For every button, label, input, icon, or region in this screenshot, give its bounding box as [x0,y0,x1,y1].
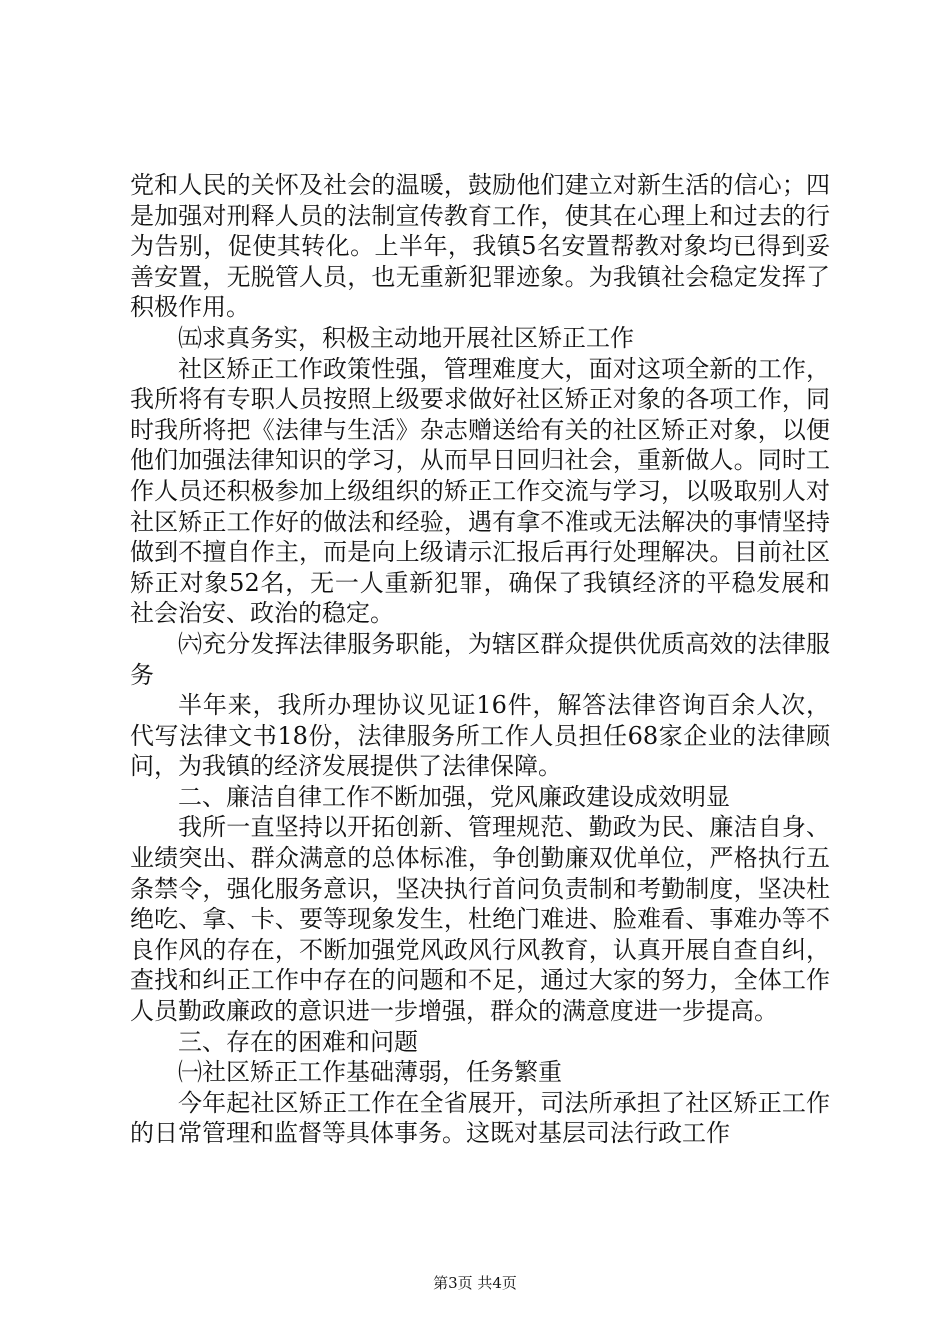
paragraph-continuation: 党和人民的关怀及社会的温暖，鼓励他们建立对新生活的信心；四是加强对刑释人员的法制宣传教育工作，使其在心理上和过去的行为告别，促使其转化。上半年，我镇5名安置帮教对象均已得到妥善安置，无脱管人员，也无重新犯罪迹象。为我镇社会稳定发挥了积极作用。 [130,171,830,322]
paragraph-difficulties: 今年起社区矫正工作在全省展开，司法所承担了社区矫正工作的日常管理和监督等具体事务。这既对基层司法行政工作 [130,1088,830,1148]
section-heading-three: 三、存在的困难和问题 [178,1027,418,1056]
heading-six: ㈥充分发挥法律服务职能，为辖区群众提供优质高效的法律服务 [130,629,830,689]
section-heading-two: 二、廉洁自律工作不断加强，党风廉政建设成效明显 [178,782,730,811]
heading-one: ㈠社区矫正工作基础薄弱，任务繁重 [178,1058,562,1087]
paragraph-legal-services: 半年来，我所办理协议见证16件，解答法律咨询百余人次，代写法律文书18份，法律服务所工作人员担任68家企业的法律顾问，为我镇的经济发展提供了法律保障。 [130,691,830,781]
page-footer: 第3页 共4页 [433,1274,517,1292]
paragraph-integrity: 我所一直坚持以开拓创新、管理规范、勤政为民、廉洁自身、业绩突出、群众满意的总体标准，争创勤廉双优单位，严格执行五条禁令，强化服务意识，坚决执行首问负责制和考勤制度，坚决杜绝吃、拿、卡、要等现象发生，杜绝门难进、脸难看、事难办等不良作风的存在，不断加强党风政风行风教育，认真开展自查自纠，查找和纠正工作中存在的问题和不足，通过大家的努力，全体工作人员勤政廉政的意识进一步增强，群众的满意度进一步提高。 [130,813,830,1026]
heading-five: ㈤求真务实，积极主动地开展社区矫正工作 [178,323,634,352]
paragraph-community-correction: 社区矫正工作政策性强，管理难度大，面对这项全新的工作，我所将有专职人员按照上级要求做好社区矫正对象的各项工作，同时我所将把《法律与生活》杂志赠送给有关的社区矫正对象，以便他们加强法律知识的学习，从而早日回归社会，重新做人。同时工作人员还积极参加上级组织的矫正工作交流与学习，以吸取别人对社区矫正工作好的做法和经验，遇有拿不准或无法解决的事情坚持做到不擅自作主，而是向上级请示汇报后再行处理解决。目前社区矫正对象52名，无一人重新犯罪，确保了我镇经济的平稳发展和社会治安、政治的稳定。 [130,354,830,628]
document-body [130,170,830,1149]
